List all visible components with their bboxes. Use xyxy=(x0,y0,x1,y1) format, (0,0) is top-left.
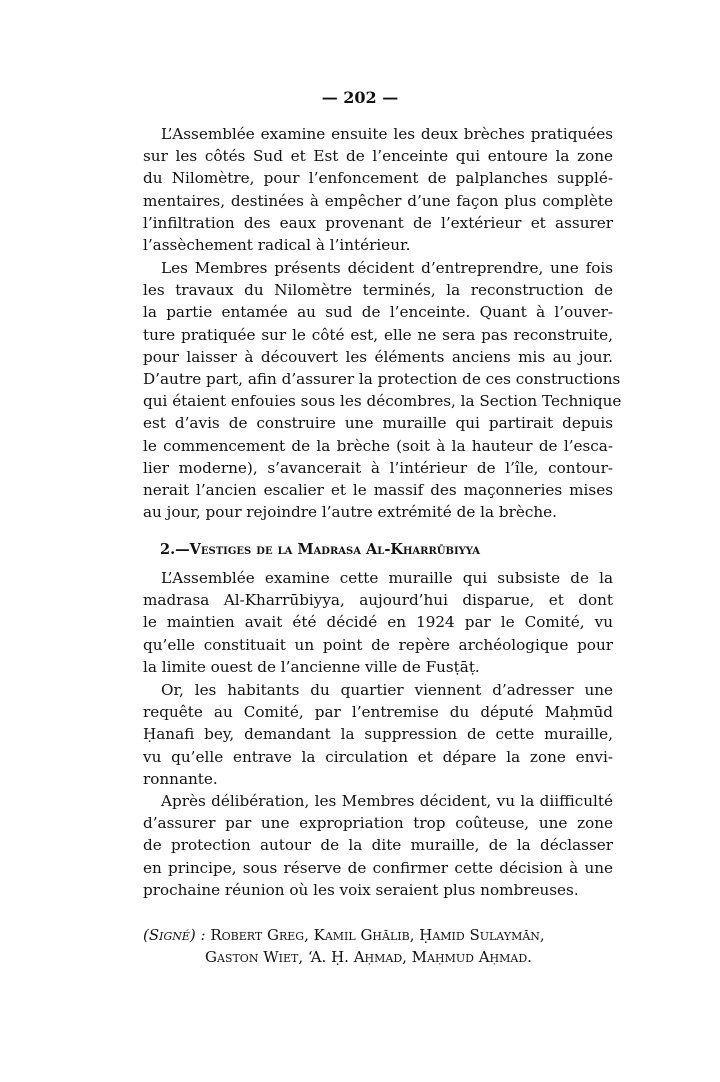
text-line: L’Assemblée examine cette muraille qui subsiste de la xyxy=(161,569,613,587)
text-line: requête au Comité, par l’entremise du député Maḥmūd xyxy=(143,703,613,722)
text-line: qui étaient enfouies sous les décombres, la Section Technique xyxy=(143,392,622,411)
signature-label: (Signé) : xyxy=(143,926,206,944)
text-line: ronnante. xyxy=(143,769,218,788)
text-line: l’infiltration des eaux provenant de l’extérieur et assurer xyxy=(143,213,613,232)
text-line: le maintien avait été décidé en 1924 par le Comité, vu xyxy=(143,613,613,632)
text-line: l’assèchement radical à l’intérieur. xyxy=(143,235,411,254)
text-line: madrasa Al-Kharrūbiyya, aujourd’hui disparue, et dont xyxy=(143,591,613,610)
paragraph-2 xyxy=(143,257,622,523)
section-heading: 2.—Vestiges de la Madrasa Al-Kharrūbiyya xyxy=(160,541,481,558)
text-line: pour laisser à découvert les éléments anciens mis au jour. xyxy=(143,347,613,366)
text-line: qu’elle constituait un point de repère archéologique pour xyxy=(143,635,613,654)
text-line: au jour, pour rejoindre l’autre extrémité de la brèche. xyxy=(143,503,557,522)
text-line: L’Assemblée examine ensuite les deux brèches pratiquées xyxy=(161,125,613,143)
paragraph-3 xyxy=(143,567,613,678)
text-line: est d’avis de construire une muraille qui partirait depuis xyxy=(143,414,613,433)
text-line: Après délibération, les Membres décident, vu la diifficulté xyxy=(161,792,613,810)
text-line: de protection autour de la dite muraille, de la déclasser xyxy=(143,836,613,855)
text-line: lier moderne), s’avancerait à l’intérieur de l’île, contour- xyxy=(143,458,613,477)
paragraph-1 xyxy=(143,123,613,256)
text-line: prochaine réunion où les voix seraient plus nombreuses. xyxy=(143,880,579,899)
text-line: D’autre part, afin d’assurer la protection de ces constructions xyxy=(143,369,621,388)
paragraph-5 xyxy=(143,790,613,901)
text-line: mentaires, destinées à empêcher d’une façon plus complète xyxy=(143,191,613,210)
signatories-line-1: Robert Greg, Kamil Ghālib, Ḥamid Sulaymān, xyxy=(210,926,545,944)
text-line: d’assurer par une expropriation trop coûteuse, une zone xyxy=(143,814,613,833)
text-line: Ḥanafi bey, demandant la suppression de cette muraille, xyxy=(143,725,613,744)
page-number: — 202 — xyxy=(321,88,399,107)
text-line: Or, les habitants du quartier viennent d’adresser une xyxy=(161,681,613,699)
signatories-line-2: Gaston Wiet, ‘A. Ḥ. Aḥmad, Maḥmud Aḥmad. xyxy=(205,948,532,966)
text-line: ture pratiquée sur le côté est, elle ne sera pas reconstruite, xyxy=(143,325,613,344)
text-line: nerait l’ancien escalier et le massif des maçonneries mises xyxy=(143,480,613,499)
text-line: en principe, sous réserve de confirmer cette décision à une xyxy=(143,858,613,877)
text-line: Les Membres présents décident d’entreprendre, une fois xyxy=(161,259,613,277)
text-line: la partie entamée au sud de l’enceinte. Quant à l’ouver- xyxy=(143,303,613,322)
text-line: sur les côtés Sud et Est de l’enceinte qui entoure la zone xyxy=(143,147,613,166)
paragraph-4 xyxy=(143,679,613,790)
text-line: la limite ouest de l’ancienne ville de Fusṭāṭ. xyxy=(143,657,480,676)
text-line: les travaux du Nilomètre terminés, la reconstruction de xyxy=(143,281,613,300)
text-line: vu qu’elle entrave la circulation et dépare la zone envi- xyxy=(143,747,613,766)
signature-block xyxy=(143,924,545,968)
text-line: le commencement de la brèche (soit à la hauteur de l’esca- xyxy=(143,436,613,455)
text-line: du Nilomètre, pour l’enfoncement de palplanches supplé- xyxy=(143,169,613,188)
